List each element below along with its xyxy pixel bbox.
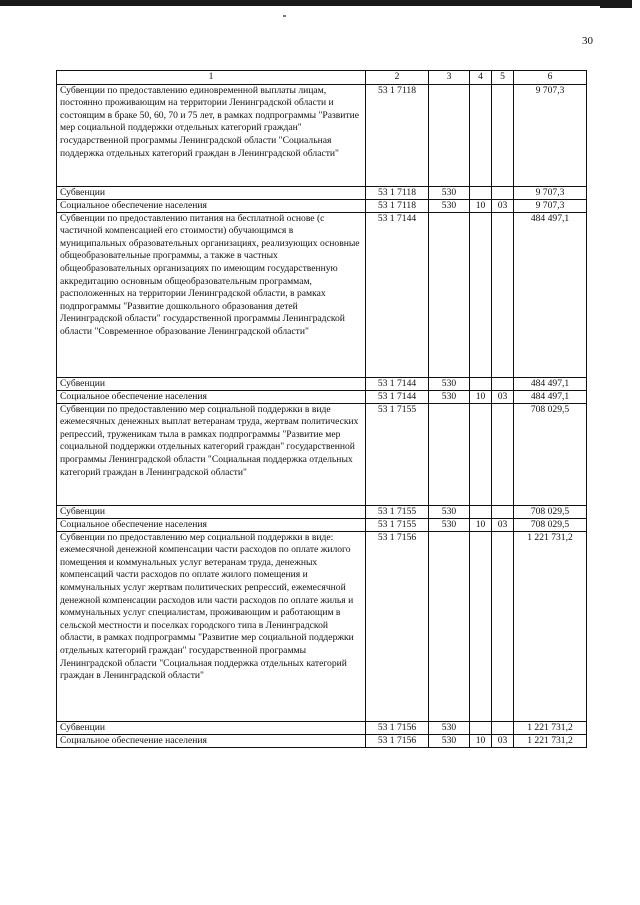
row-section: 10 [470,518,492,531]
row-code: 53 1 7156 [366,531,429,721]
row-name: Социальное обеспечение населения [57,734,366,747]
row-subsection: 03 [492,390,514,403]
row-subsection [492,186,514,199]
row-type [429,403,470,505]
budget-table [56,70,587,748]
row-code: 53 1 7156 [366,734,429,747]
row-type [429,531,470,721]
table-row [57,84,587,186]
row-section [470,377,492,390]
row-section: 10 [470,199,492,212]
row-code: 53 1 7156 [366,721,429,734]
row-type: 530 [429,505,470,518]
table-row [57,734,587,747]
header-col-3: 3 [429,71,470,85]
row-code: 53 1 7118 [366,186,429,199]
header-row [57,71,587,85]
row-section [470,212,492,377]
table-row [57,199,587,212]
row-amount: 1 221 731,2 [514,721,587,734]
row-amount: 1 221 731,2 [514,531,587,721]
header-col-2: 2 [366,71,429,85]
row-type: 530 [429,199,470,212]
header-col-5: 5 [492,71,514,85]
table-row [57,531,587,721]
row-subsection [492,505,514,518]
page-number: 30 [582,35,593,47]
row-type [429,212,470,377]
row-subsection [492,403,514,505]
row-name: Субвенции [57,721,366,734]
row-code: 53 1 7155 [366,403,429,505]
row-name: Социальное обеспечение населения [57,390,366,403]
row-type: 530 [429,721,470,734]
scan-edge-bar-tail [600,6,632,8]
row-type: 530 [429,186,470,199]
table-row [57,403,587,505]
row-type [429,84,470,186]
row-name: Субвенции [57,377,366,390]
row-name: Субвенции [57,186,366,199]
row-amount: 484 497,1 [514,390,587,403]
header-col-1: 1 [57,71,366,85]
row-code: 53 1 7144 [366,212,429,377]
row-code: 53 1 7144 [366,390,429,403]
row-subsection [492,377,514,390]
scan-edge-bar [0,0,632,6]
row-subsection [492,212,514,377]
scan-speck [283,15,286,17]
row-amount: 708 029,5 [514,403,587,505]
row-amount: 484 497,1 [514,212,587,377]
row-subsection: 03 [492,199,514,212]
row-name: Субвенции по предоставлению питания на бесплатной основе (с частичной компенсацией его стоимости) обучающимся в муниципальных образовательных организациях, реализующих основные общеобразовательные программы, а также в частных общеобразовательных организациях по имеющим государственную аккредитацию основным общеобразовательным программам, расположенных на территории Ленинградской области, в рамках подпрограммы "Развитие дошкольного образования детей Ленинградской области" государственной программы Ленинградской области "Современное образование Ленинградской области" [57,212,366,377]
row-code: 53 1 7155 [366,518,429,531]
row-subsection [492,84,514,186]
row-name: Субвенции по предоставлению мер социальной поддержки в виде ежемесячных денежных выплат ветеранам труда, жертвам политических репрессий, труженикам тыла в рамках подпрограммы "Развитие мер социальной поддержки отдельных категорий граждан" государственной программы Ленинградской области "Социальная поддержка отдельных категорий граждан в Ленинградской области" [57,403,366,505]
row-code: 53 1 7118 [366,199,429,212]
row-name: Субвенции [57,505,366,518]
table-row [57,518,587,531]
table-row [57,721,587,734]
row-section [470,84,492,186]
row-name: Субвенции по предоставлению мер социальной поддержки в виде: ежемесячной денежной компенсации части расходов по оплате жилого помещения и коммунальных услуг ветеранам труда, денежных компенсаций части расходов по оплате жилого помещения и коммунальных услуг жертвам политических репрессий, ежемесячной денежной компенсации расходов или части расходов по оплате жилья и коммунальных услуг специалистам, проживающим и работающим в сельской местности и поселках городского типа в Ленинградской области, в рамках подпрограммы "Развитие мер социальной поддержки отдельных категорий граждан" государственной программы Ленинградской области "Социальная поддержка отдельных категорий граждан в Ленинградской области" [57,531,366,721]
header-col-4: 4 [470,71,492,85]
row-section: 10 [470,734,492,747]
row-amount: 9 707,3 [514,84,587,186]
table-row [57,212,587,377]
row-section [470,721,492,734]
row-section [470,403,492,505]
row-name: Социальное обеспечение населения [57,518,366,531]
table-row [57,186,587,199]
table-row [57,377,587,390]
row-amount: 9 707,3 [514,199,587,212]
row-amount: 708 029,5 [514,518,587,531]
row-subsection: 03 [492,518,514,531]
row-section: 10 [470,390,492,403]
row-type: 530 [429,390,470,403]
row-section [470,186,492,199]
row-amount: 708 029,5 [514,505,587,518]
row-amount: 1 221 731,2 [514,734,587,747]
row-section [470,531,492,721]
header-col-6: 6 [514,71,587,85]
table-row [57,390,587,403]
row-amount: 9 707,3 [514,186,587,199]
table-row [57,505,587,518]
row-name: Социальное обеспечение населения [57,199,366,212]
row-code: 53 1 7118 [366,84,429,186]
row-subsection [492,721,514,734]
row-code: 53 1 7144 [366,377,429,390]
row-name: Субвенции по предоставлению единовременной выплаты лицам, постоянно проживающим на территории Ленинградской области и состоящим в браке 50, 60, 70 и 75 лет, в рамках подпрограммы "Развитие мер социальной поддержки отдельных категорий граждан" государственной программы Ленинградской области "Социальная поддержка отдельных категорий граждан в Ленинградской области" [57,84,366,186]
row-subsection: 03 [492,734,514,747]
row-code: 53 1 7155 [366,505,429,518]
row-type: 530 [429,377,470,390]
row-type: 530 [429,518,470,531]
row-type: 530 [429,734,470,747]
row-subsection [492,531,514,721]
row-section [470,505,492,518]
row-amount: 484 497,1 [514,377,587,390]
